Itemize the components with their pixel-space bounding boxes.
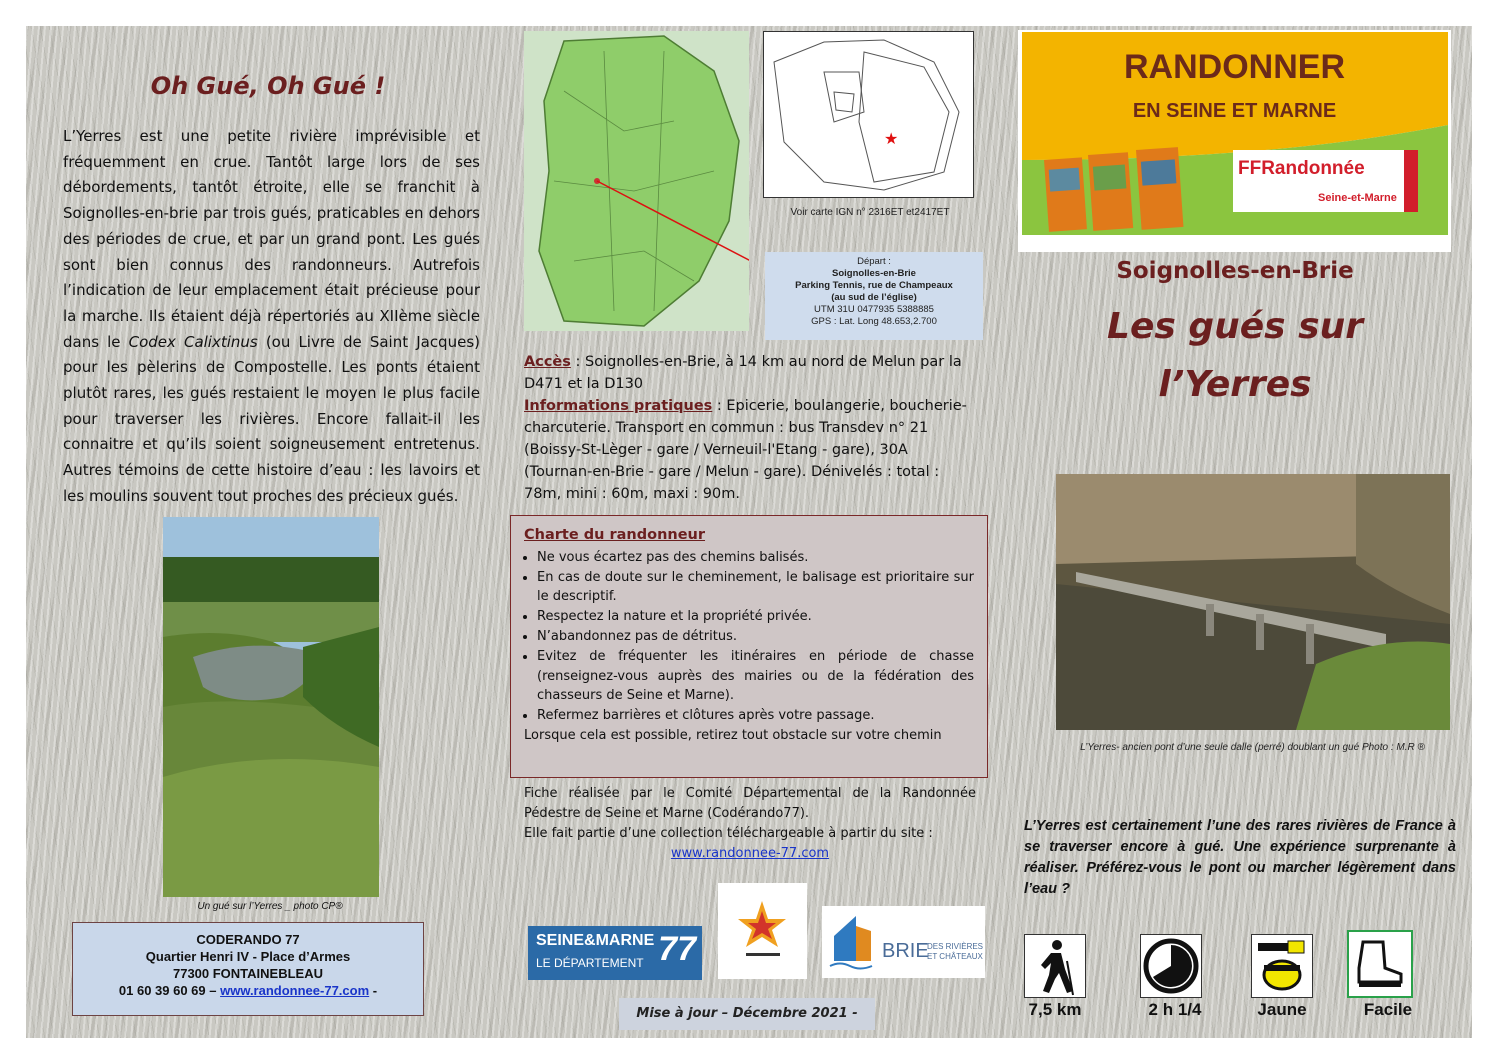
- ign-map-reference: Voir carte IGN n° 2316ET et2417ET: [790, 207, 950, 218]
- charter-title: Charte du randonneur: [524, 527, 706, 543]
- access-text: : Soignolles-en-Brie, à 14 km au nord de Melun par la D471 et la D130: [524, 354, 962, 392]
- logo-brie-line2: DES RIVIÈRES: [927, 942, 984, 951]
- practical-info-heading: Informations pratiques: [524, 398, 713, 414]
- bridge-photo-caption: L’Yerres- ancien pont d’une seule dalle (perré) doublant un gué Photo : M.R ®: [1080, 742, 1425, 753]
- charter-item: • N’abandonnez pas de détritus.: [537, 627, 974, 647]
- start-label: Départ :: [857, 256, 891, 267]
- ford-photo-caption: Un gué sur l’Yerres _ photo CP®: [197, 901, 343, 912]
- regional-map: [524, 31, 749, 331]
- bridge-photo: [1056, 474, 1450, 730]
- contact-box: [72, 922, 424, 1016]
- charter-item: • En cas de doute sur le cheminement, le balisage est prioritaire sur le descriptif.: [537, 568, 974, 608]
- hiker-charter-box: [510, 515, 988, 778]
- charter-item: • Refermez barrières et clôtures après votre passage.: [537, 706, 974, 726]
- start-point-box: [765, 252, 983, 340]
- intro-text-a: L’Yerres est une petite rivière imprévisible et fréquemment en crue. Tantôt large lors de ses débordements, tantôt étroite, elle se franchit à Soignolles-en-brie par trois gués, praticables en dehors des périodes de crue, et par un grand pont. Les gués sont bien connus des randonneurs. Autrefois l’indication de leur emplacement était précieuse pour la marche. Ils étaient déjà répertoriés au XIIème siècle dans le: [63, 127, 480, 351]
- title-line-1: Les gués sur: [1107, 306, 1363, 347]
- location-subtitle: Soignolles-en-Brie: [1116, 258, 1354, 284]
- logo-sm-sub: LE DÉPARTEMENT: [536, 956, 644, 970]
- charter-closing: Lorsque cela est possible, retirez tout obstacle sur votre chemin: [524, 727, 942, 743]
- fiche-collection-line: Elle fait partie d’une collection téléchargeable à partir du site :: [524, 826, 933, 841]
- start-note: (au sud de l’église): [831, 292, 917, 303]
- marking-color-label: Jaune: [1257, 1000, 1307, 1019]
- logo-sm-name: SEINE&MARNE: [536, 932, 655, 949]
- clock-icon: [1140, 934, 1202, 998]
- ffrandonnee-logo-sub: Seine-et-Marne: [1318, 192, 1397, 204]
- logo-sm-number: 77: [658, 930, 696, 968]
- codex-name: Codex Calixtinus: [128, 332, 258, 351]
- randonner-banner: [1018, 30, 1451, 252]
- charter-item: • Respectez la nature et la propriété privée.: [537, 607, 974, 627]
- start-utm: UTM 31U 0477935 5388885: [814, 304, 934, 315]
- org-trailing: -: [369, 983, 378, 998]
- brochure-page: [26, 26, 1472, 1038]
- start-place: Soignolles-en-Brie: [832, 268, 916, 279]
- org-street: Quartier Henri IV - Place d’Armes: [145, 949, 351, 964]
- paint-marker-icon: [1251, 934, 1313, 998]
- distance-label: 7,5 km: [1028, 1000, 1082, 1019]
- access-heading: Accès: [524, 354, 571, 370]
- banner-title: RANDONNER: [1124, 48, 1345, 86]
- org-name: CODERANDO 77: [196, 932, 300, 947]
- ffrandonnee-logo: FFRandonnée: [1238, 158, 1365, 179]
- practical-info-text: : Epicerie, boulangerie, boucherie-charcuterie. Transport en commun : bus Transdev n° 21 (Boissy-St-Lèger - gare / Verneuil-l'Etang - gare), 30A (Tournan-en-Brie - gare / Melun - gare). Dénivelés : total : 78m, mini : 60m, maxi : 90m.: [524, 398, 967, 502]
- difficulty-label: Facile: [1363, 1000, 1413, 1019]
- fiche-website-link[interactable]: www.randonnee-77.com: [670, 846, 830, 861]
- attractivite-logo: [718, 883, 807, 979]
- logo-brie-word: BRIE: [882, 940, 929, 962]
- seine-et-marne-logo: [528, 926, 702, 980]
- boot-icon: [1347, 930, 1413, 998]
- charter-item: • Evitez de fréquenter les itinéraires en période de chasse (renseignez-vous auprès des mairies ou de la fédération des chasseurs de Seine et Marne).: [537, 647, 974, 706]
- duration-label: 2 h 1/4: [1148, 1000, 1202, 1019]
- left-title: Oh Gué, Oh Gué !: [150, 72, 386, 100]
- org-website-link[interactable]: www.randonnee-77.com: [220, 983, 370, 998]
- start-parking: Parking Tennis, rue de Champeaux: [795, 280, 953, 291]
- fiche-credits: [524, 784, 976, 864]
- france-location-map: [763, 31, 974, 198]
- page-title: [1040, 298, 1430, 414]
- org-city: 77300 FONTAINEBLEAU: [172, 966, 323, 981]
- intro-paragraph: [63, 124, 480, 510]
- access-info: [524, 351, 979, 505]
- ford-photo: [163, 517, 379, 897]
- logo-brie-line3: ET CHÂTEAUX: [927, 952, 983, 961]
- org-contact-line: [73, 982, 423, 999]
- hiker-icon: [1024, 934, 1086, 998]
- start-gps: GPS : Lat. Long 48.653,2.700: [811, 316, 937, 327]
- fiche-credit-line: Fiche réalisée par le Comité Départemental de la Randonnée Pédestre de Seine et Marne (Codérando77).: [524, 786, 976, 821]
- svg-text:★: ★: [884, 129, 899, 148]
- intro-text-b: (ou Livre de Saint Jacques) pour les pèlerins de Compostelle. Les ponts étaient plutôt rares, les gués restaient le moyen le plus facile pour traverser les rivières. Encore fallait-il les connaitre et qu’ils soient soigneusement entretenus. Autres témoins de cette histoire d’eau : les lavoirs et les moulins souvent tout proches des précieux gués.: [63, 332, 480, 505]
- update-date: Mise à jour – Décembre 2021 -: [619, 998, 875, 1030]
- highlight-quote: L’Yerres est certainement l’une des rares rivières de France à se traverser encore à gué. Une expérience surprenante à réaliser. Préférez-vous le pont ou marcher légèrement dans l’eau ?: [1024, 818, 1456, 897]
- brie-rivieres-chateaux-logo: [822, 906, 985, 978]
- banner-subtitle: EN SEINE ET MARNE: [1132, 100, 1337, 122]
- title-line-2: l’Yerres: [1158, 364, 1312, 405]
- charter-item: • Ne vous écartez pas des chemins balisés.: [537, 548, 974, 568]
- org-phone: 01 60 39 60 69 –: [118, 983, 221, 998]
- charter-list: [524, 548, 974, 726]
